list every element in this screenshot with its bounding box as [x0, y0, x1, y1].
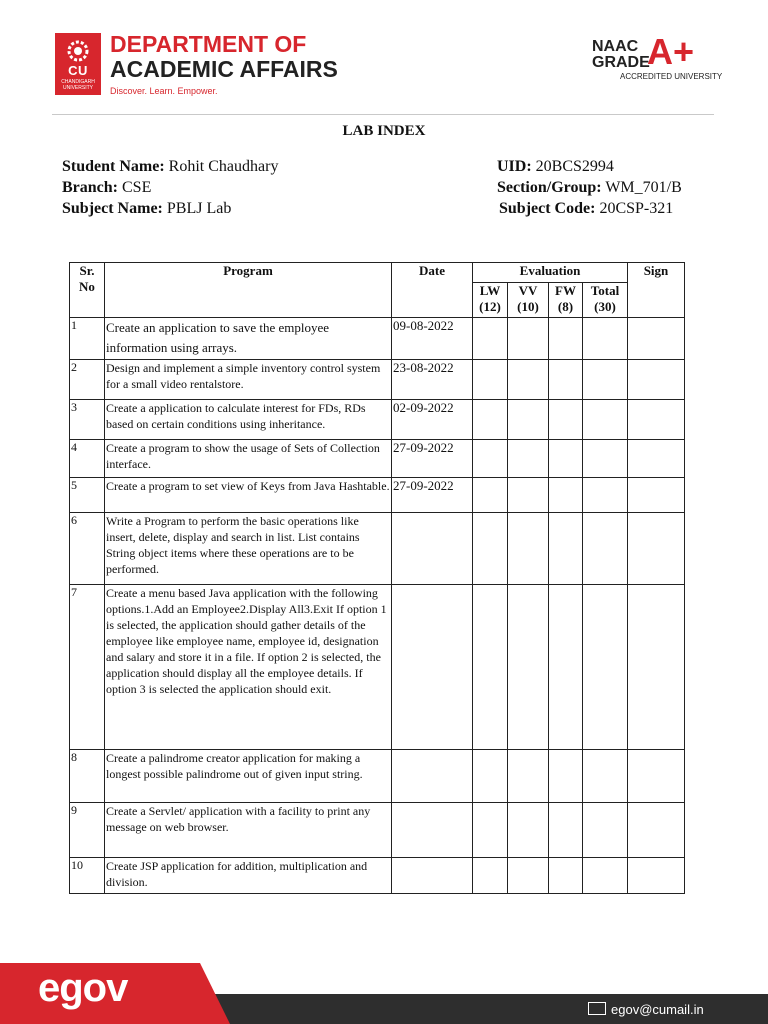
date-cell: 27-09-2022: [392, 440, 473, 478]
logo-subtext: CHANDIGARH UNIVERSITY: [61, 79, 95, 91]
page-title: LAB INDEX: [342, 123, 426, 139]
header-date: Date: [392, 263, 473, 318]
dept-line2: ACADEMIC AFFAIRS: [110, 56, 338, 82]
program-cell: Design and implement a simple inventory control system for a small video rentalstore.: [105, 360, 392, 400]
header-sign: Sign: [628, 263, 685, 318]
subject-code-label: Subject Code:: [499, 200, 596, 217]
table-row: [70, 440, 685, 478]
program-cell: Create a palindrome creator application for making a longest possible palindrome out of given input string.: [105, 750, 392, 803]
date-cell: [392, 585, 473, 750]
student-name-value: Rohit Chaudhary: [168, 158, 279, 175]
tagline: Discover. Learn. Empower.: [110, 86, 218, 96]
header-program: Program: [105, 263, 392, 318]
department-title: [110, 32, 338, 82]
header-sr-no: Sr. No: [70, 263, 105, 318]
email-text: egov@cumail.in: [611, 1002, 704, 1017]
header-total: Total (30): [583, 283, 628, 318]
table-row: [70, 360, 685, 400]
header-divider: [52, 114, 714, 115]
subject-name-label: Subject Name:: [62, 200, 163, 217]
branch-label: Branch:: [62, 179, 118, 196]
table-row: [70, 585, 685, 750]
branch-row: [62, 179, 151, 197]
date-cell: 09-08-2022: [392, 318, 473, 360]
program-cell: Create a menu based Java application with the following options.1.Add an Employee2.Display All3.Exit If option 1 is selected, the application should gather details of the employee like employee name, employee id, designation and salary and store it in a file. If option 2 is selected, the application should display all the employee details. If option 3 is selected the application should exit.: [105, 585, 392, 750]
sr-cell: 4: [70, 440, 105, 478]
program-cell: Create a application to calculate interest for FDs, RDs based on certain conditions using inheritance.: [105, 400, 392, 440]
table-row: [70, 318, 685, 360]
student-name-row: [62, 158, 278, 176]
uid-row: [497, 158, 614, 176]
naac-grade: A+: [647, 31, 695, 72]
sr-cell: 2: [70, 360, 105, 400]
header-evaluation: Evaluation: [473, 263, 628, 283]
program-cell: Write a Program to perform the basic operations like insert, delete, display and search in list. List contains String object items where these operations are to be performed.: [105, 513, 392, 585]
naac-line2: GRADE: [592, 54, 650, 71]
program-cell: Create a program to set view of Keys from Java Hashtable.: [105, 478, 392, 513]
sr-cell: 3: [70, 400, 105, 440]
date-cell: 27-09-2022: [392, 478, 473, 513]
table-row: [70, 803, 685, 858]
uid-label: UID:: [497, 158, 532, 175]
egov-logo: egov: [38, 966, 128, 1010]
lab-index-table: [69, 262, 685, 894]
subject-name-value: PBLJ Lab: [166, 200, 232, 217]
subject-code-row: [499, 200, 673, 218]
logo-text: CU: [68, 63, 88, 78]
section-label: Section/Group:: [497, 179, 602, 196]
university-logo: [55, 33, 101, 95]
gear-emblem-icon: [63, 36, 93, 66]
subject-code-value: 20CSP-321: [599, 200, 674, 217]
program-cell: Create JSP application for addition, multiplication and division.: [105, 858, 392, 894]
program-cell: Create a program to show the usage of Sets of Collection interface.: [105, 440, 392, 478]
program-cell: Create an application to save the employee information using arrays.: [105, 318, 392, 360]
table-row: [70, 478, 685, 513]
branch-value: CSE: [122, 179, 152, 196]
header-vv: VV (10): [508, 283, 549, 318]
program-cell: Create a Servlet/ application with a facility to print any message on web browser.: [105, 803, 392, 858]
table-row: [70, 400, 685, 440]
sr-cell: 10: [70, 858, 105, 894]
table-row: [70, 513, 685, 585]
sr-cell: 5: [70, 478, 105, 513]
date-cell: [392, 858, 473, 894]
sr-cell: 9: [70, 803, 105, 858]
footer-email[interactable]: [588, 1002, 704, 1017]
student-name-label: Student Name:: [62, 158, 165, 175]
header-lw: LW (12): [473, 283, 508, 318]
date-cell: [392, 803, 473, 858]
date-cell: [392, 750, 473, 803]
section-value: WM_701/B: [605, 179, 682, 196]
header-fw: FW (8): [549, 283, 583, 318]
section-row: [497, 179, 682, 197]
table-row: [70, 750, 685, 803]
date-cell: [392, 513, 473, 585]
subject-name-row: [62, 200, 231, 218]
sr-cell: 7: [70, 585, 105, 750]
sr-cell: 1: [70, 318, 105, 360]
dept-line1: DEPARTMENT OF: [110, 31, 307, 57]
mail-icon: [588, 1002, 606, 1015]
table-row: [70, 858, 685, 894]
accredited-text: ACCREDITED UNIVERSITY: [620, 72, 723, 81]
naac-line1: NAAC: [592, 38, 639, 55]
sr-cell: 6: [70, 513, 105, 585]
uid-value: 20BCS2994: [535, 158, 614, 175]
sr-cell: 8: [70, 750, 105, 803]
date-cell: 02-09-2022: [392, 400, 473, 440]
date-cell: 23-08-2022: [392, 360, 473, 400]
